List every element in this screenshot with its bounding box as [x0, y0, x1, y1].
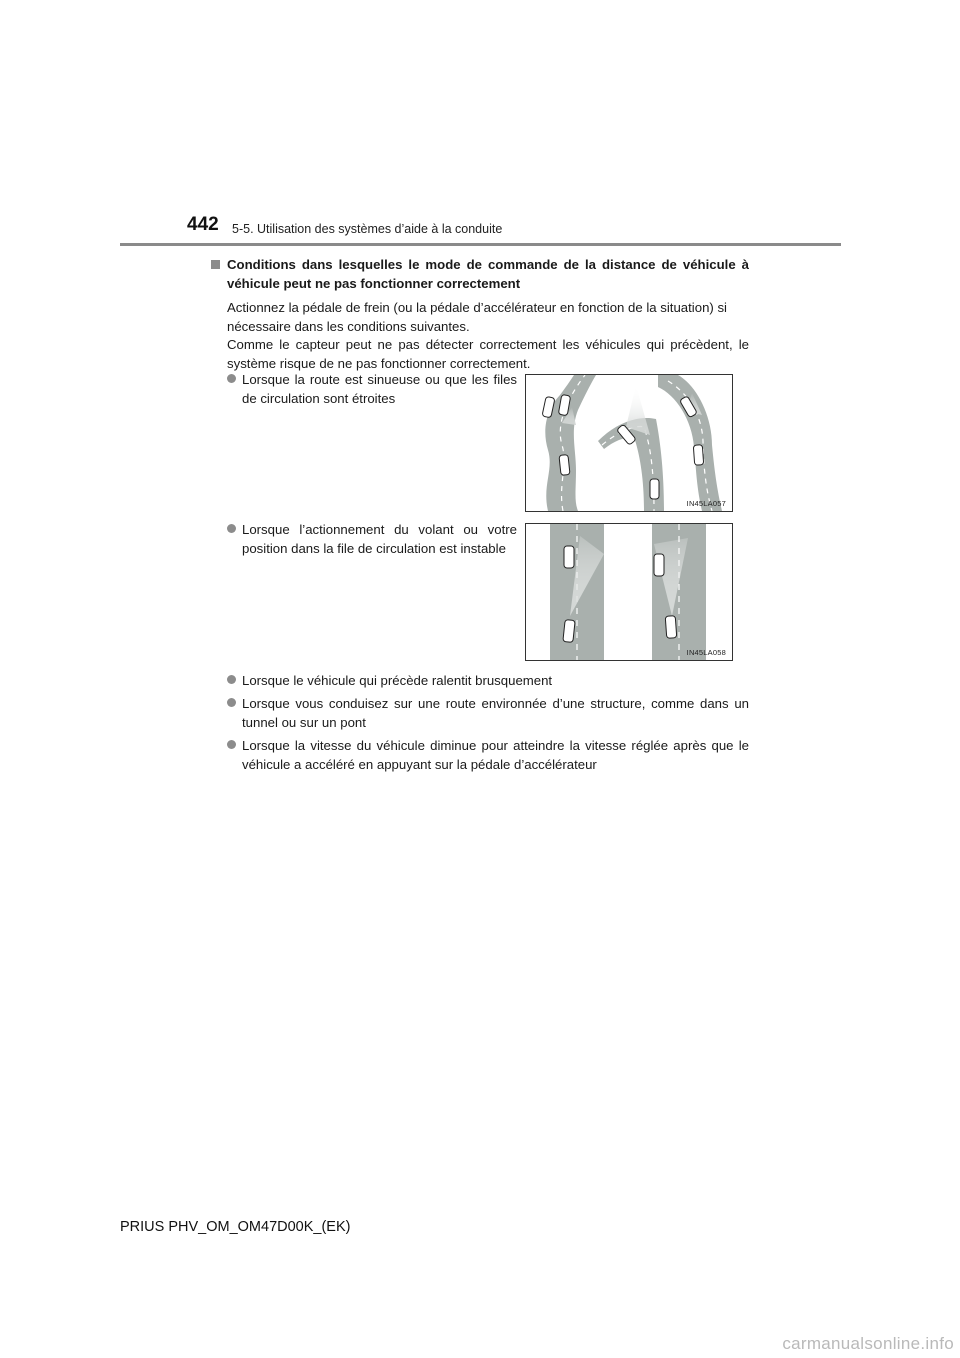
bullet-line: véhicule a accéléré en appuyant sur la pédale d’accélérateur	[242, 757, 597, 772]
bullet-line: position dans la file de circulation est instable	[242, 541, 506, 556]
figure-code: IN45LA058	[686, 648, 726, 657]
car-icon	[693, 445, 703, 466]
car-icon	[665, 616, 677, 639]
bullet-line: Lorsque le véhicule qui précède ralentit brusquement	[242, 673, 553, 688]
car-icon	[654, 554, 664, 576]
heading-line: Conditions dans lesquelles le mode de commande de la distance de véhicule à	[227, 257, 749, 272]
road-shape	[658, 375, 722, 511]
header-rule	[120, 243, 841, 246]
paragraph-line: système risque de ne pas fonctionner correctement.	[227, 355, 531, 371]
bullet-dot-icon	[227, 698, 236, 707]
bullet-dot-icon	[227, 740, 236, 749]
bullet-line: Lorsque l’actionnement du volant ou votre	[242, 522, 517, 537]
winding-road-svg	[526, 375, 732, 511]
page-number: 442	[187, 214, 219, 235]
bullet-dot-icon	[227, 524, 236, 533]
bullet-line: Lorsque vous conduisez sur une route environnée d’une structure, comme dans un	[242, 696, 749, 711]
watermark: carmanualsonline.info	[782, 1334, 954, 1353]
radar-beam	[626, 385, 650, 435]
road-shape	[545, 375, 596, 511]
section-title: 5-5. Utilisation des systèmes d’aide à la conduite	[232, 222, 503, 236]
bullet-dot-icon	[227, 675, 236, 684]
list-item	[227, 520, 517, 558]
paragraph-line: Comme le capteur peut ne pas détecter correctement les véhicules qui précèdent, le	[227, 337, 749, 352]
figure-code: IN45LA057	[686, 499, 726, 508]
manual-id-footer: PRIUS PHV_OM_OM47D00K_(EK)	[120, 1219, 351, 1235]
car-icon	[563, 620, 575, 643]
unstable-lane-illustration	[525, 523, 733, 661]
intro-paragraph	[227, 299, 749, 373]
car-icon	[564, 546, 574, 568]
list-item	[227, 370, 517, 408]
list-item	[227, 694, 749, 732]
car-icon	[650, 479, 659, 499]
paragraph-line: nécessaire dans les conditions suivantes.	[227, 318, 470, 334]
list-item	[227, 736, 749, 774]
list-item	[227, 671, 749, 690]
bullet-line: Lorsque la vitesse du véhicule diminue pour atteindre la vitesse réglée après que le	[242, 738, 749, 753]
section-content	[211, 256, 749, 373]
section-heading	[211, 256, 749, 293]
straight-road-svg	[526, 524, 732, 660]
bullet-line: Lorsque la route est sinueuse ou que les files	[242, 372, 517, 387]
winding-road-illustration	[525, 374, 733, 512]
bullet-line: tunnel ou sur un pont	[242, 715, 366, 730]
bullet-line: de circulation sont étroites	[242, 391, 396, 406]
paragraph-line: Actionnez la pédale de frein (ou la pédale d’accélérateur en fonction de la situation) si	[227, 300, 727, 315]
bullet-dot-icon	[227, 374, 236, 383]
square-bullet-icon	[211, 260, 220, 269]
car-icon	[559, 455, 570, 476]
heading-line: véhicule peut ne pas fonctionner correctement	[227, 275, 521, 291]
